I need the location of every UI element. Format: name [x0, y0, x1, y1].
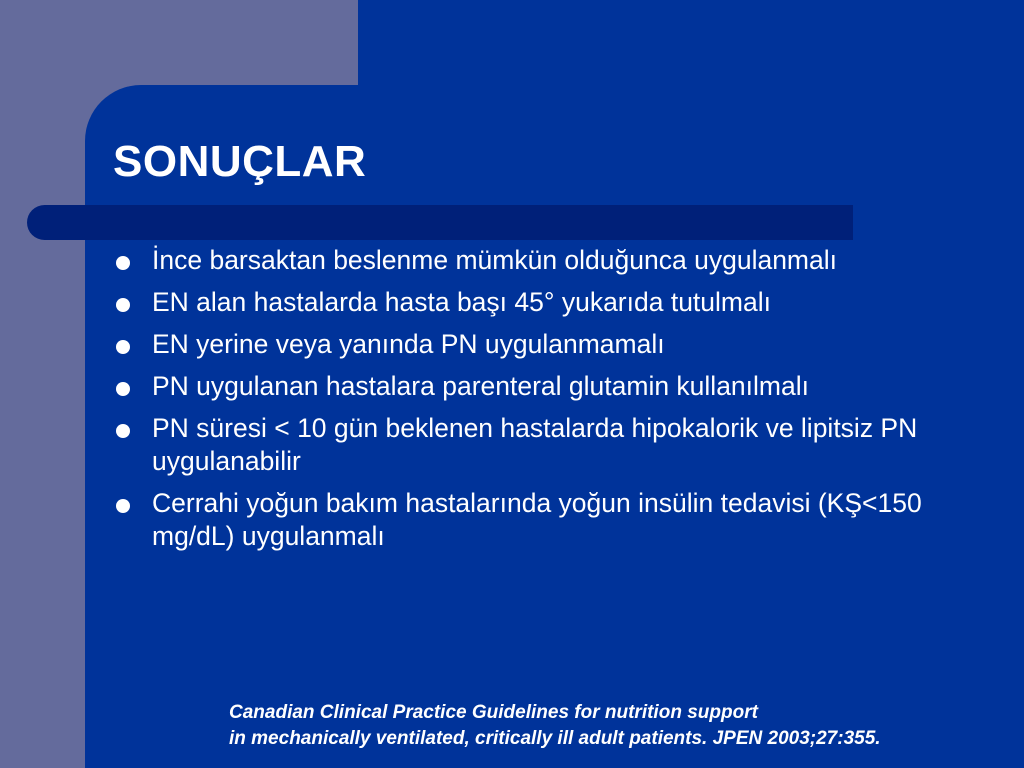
- bullet-item: [112, 370, 1002, 403]
- bullet-text: PN uygulanan hastalara parenteral glutamin kullanılmalı: [152, 371, 809, 401]
- citation-line-1: Canadian Clinical Practice Guidelines for nutrition support: [229, 702, 758, 723]
- title-underline-bar: [27, 205, 853, 240]
- bullet-dot-icon: [116, 424, 130, 438]
- bullet-text: EN alan hastalarda hasta başı 45° yukarıda tutulmalı: [152, 287, 771, 317]
- bullet-text: Cerrahi yoğun bakım hastalarında yoğun insülin tedavisi (KŞ<150 mg/dL) uygulanmalı: [152, 488, 922, 551]
- bullet-item: [112, 412, 1002, 478]
- bullet-dot-icon: [116, 256, 130, 270]
- bullet-dot-icon: [116, 499, 130, 513]
- bullet-list: [112, 244, 1002, 562]
- bullet-text: PN süresi < 10 gün beklenen hastalarda hipokalorik ve lipitsiz PN uygulanabilir: [152, 413, 918, 476]
- slide-title: SONUÇLAR: [113, 137, 367, 186]
- bullet-dot-icon: [116, 340, 130, 354]
- citation: [229, 700, 1019, 752]
- bullet-text: İnce barsaktan beslenme mümkün olduğunca uygulanmalı: [152, 245, 837, 275]
- bullet-item: [112, 244, 1002, 277]
- bullet-text: EN yerine veya yanında PN uygulanmamalı: [152, 329, 665, 359]
- bullet-dot-icon: [116, 298, 130, 312]
- bullet-dot-icon: [116, 382, 130, 396]
- bullet-item: [112, 328, 1002, 361]
- citation-line-2: in mechanically ventilated, critically ill adult patients. JPEN 2003;27:355.: [229, 728, 881, 749]
- bullet-item: [112, 286, 1002, 319]
- bullet-item: [112, 487, 1002, 553]
